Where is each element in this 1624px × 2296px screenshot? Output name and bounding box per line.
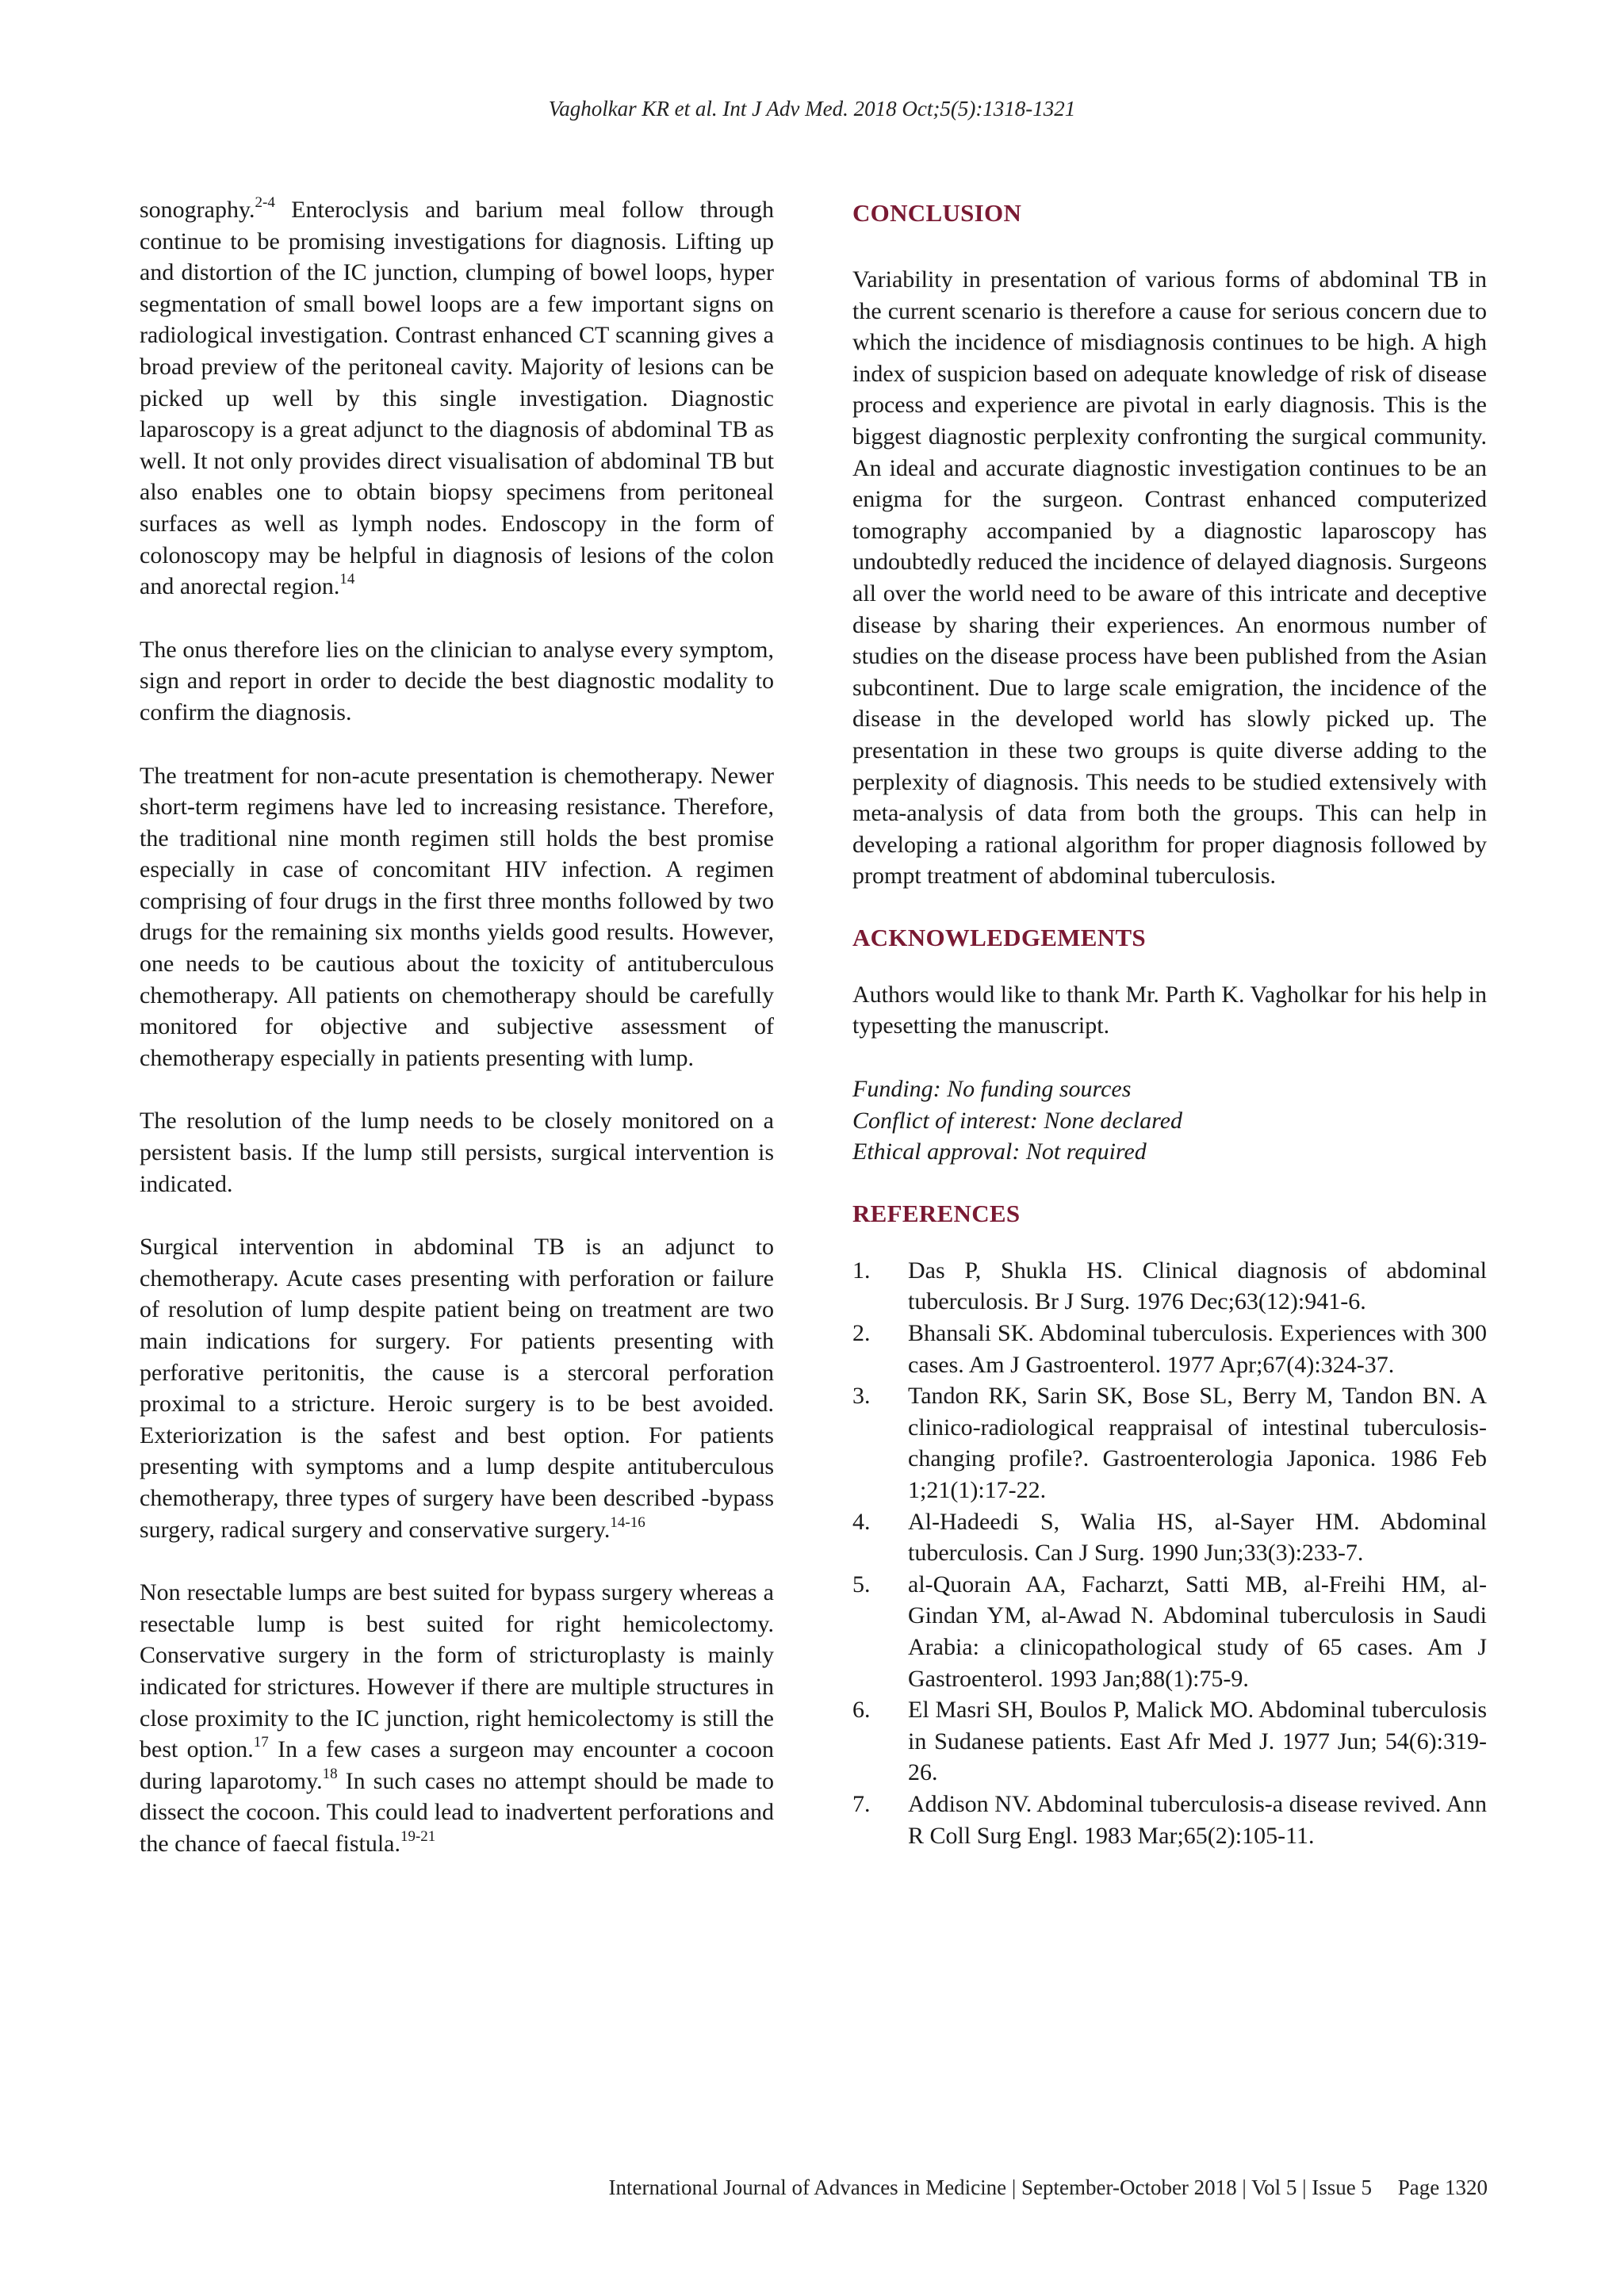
conflict-statement: Conflict of interest: None declared: [852, 1107, 1183, 1134]
reference-text: Addison NV. Abdominal tuberculosis-a disease revived. Ann R Coll Surg Engl. 1983 Mar;65(2):105-11.: [908, 1790, 1487, 1849]
citation-superscript: 18: [322, 1765, 338, 1782]
left-column: [140, 194, 774, 1892]
acknowledgements-text: Authors would like to thank Mr. Parth K. Vagholkar for his help in typesetting the manuscript.: [852, 981, 1487, 1039]
reference-number: 6.: [852, 1697, 871, 1724]
declarations-block: [852, 1073, 1487, 1168]
reference-item: [852, 1318, 1487, 1380]
reference-number: 4.: [852, 1508, 871, 1535]
citation-superscript: 14: [339, 571, 355, 588]
funding-statement: Funding: No funding sources: [852, 1076, 1132, 1103]
header-citation: Vagholkar KR et al. Int J Adv Med. 2018 Oct;5(5):1318-1321: [548, 97, 1076, 121]
reference-number: 2.: [852, 1320, 871, 1347]
right-column: [852, 194, 1487, 1851]
running-header: [0, 97, 1624, 121]
reference-text: Bhansali SK. Abdominal tuberculosis. Experiences with 300 cases. Am J Gastroenterol. 1977 Apr;67(4):324-37.: [908, 1320, 1487, 1378]
body-paragraph: The resolution of the lump needs to be closely monitored on a persistent basis. If the lump still persists, surgical intervention is indicated.: [140, 1108, 774, 1197]
reference-number: 1.: [852, 1257, 871, 1284]
body-paragraph: Surgical intervention in abdominal TB is an adjunct to chemotherapy. Acute cases presenting with perforation or failure of resolution of lump despite patient being on treatment are two main indications for surgery. For patients presenting with perforative peritonitis, the cause is a stercoral perforation proximal to a stricture. Heroic surgery is to be best avoided. Exteriorization is the safest and best option. For patients presenting with symptoms and a lump despite antituberculous chemotherapy, three types of surgery have been described -bypass surgery, radical surgery and conservative surgery.$^{14-16}$: [140, 1234, 774, 1543]
citation-superscript: 14-16: [610, 1513, 645, 1531]
ethics-statement: Ethical approval: Not required: [852, 1138, 1147, 1165]
reference-item: [852, 1789, 1487, 1851]
acknowledgements-heading: ACKNOWLEDGEMENTS: [852, 923, 1146, 951]
reference-number: 5.: [852, 1571, 871, 1598]
footer-page-number: Page 1320: [1397, 2175, 1488, 2199]
footer-journal-info: International Journal of Advances in Medicine | September-October 2018 | Vol 5 | Issue 5: [608, 2175, 1373, 2199]
body-paragraph: The onus therefore lies on the clinician to analyse every symptom, sign and report in order to decide the best diagnostic modality to confirm the diagnosis.: [140, 636, 774, 725]
conclusion-heading: CONCLUSION: [852, 199, 1022, 227]
body-paragraph: The treatment for non-acute presentation is chemotherapy. Newer short-term regimens have led to increasing resistance. Therefore, the traditional nine month regimen still holds the best promise especially in case of concomitant HIV infection. A regimen comprising of four drugs in the first three months followed by two drugs for the remaining six months yields good results. However, one needs to be cautious about the toxicity of antituberculous chemotherapy. All patients on chemotherapy should be carefully monitored for objective and subjective assessment of chemotherapy especially in patients presenting with lump.: [140, 762, 774, 1071]
reference-text: Das P, Shukla HS. Clinical diagnosis of abdominal tuberculosis. Br J Surg. 1976 Dec;63(12):941-6.: [908, 1257, 1487, 1315]
body-paragraph: Non resectable lumps are best suited for bypass surgery whereas a resectable lump is best suited for right hemicolectomy. Conservative surgery in the form of stricturoplasty is mainly indicated for strictures. However if there are multiple structures in close proximity to the IC junction, right hemicolectomy is still the best option.$^{17}$ In a few cases a surgeon may encounter a cocoon during laparotomy.$^{18}$ In such cases no attempt should be made to dissect the cocoon. This could lead to inadvertent perforations and the chance of faecal fistula.$^{19-21}$: [140, 1579, 774, 1857]
reference-number: 7.: [852, 1790, 871, 1817]
reference-item: [852, 1255, 1487, 1318]
reference-text: Tandon RK, Sarin SK, Bose SL, Berry M, Tandon BN. A clinico-radiological reappraisal of intestinal tuberculosis-changing profile?. Gastroenterologia Japonica. 1986 Feb 1;21(1):17-22.: [908, 1383, 1487, 1503]
reference-list: [852, 1255, 1487, 1851]
reference-item: [852, 1380, 1487, 1506]
reference-text: El Masri SH, Boulos P, Malick MO. Abdominal tuberculosis in Sudanese patients. East Afr Med J. 1977 Jun; 54(6):319-26.: [908, 1697, 1487, 1786]
reference-item: [852, 1506, 1487, 1569]
citation-superscript: 2-4: [255, 194, 275, 211]
reference-item: [852, 1569, 1487, 1694]
reference-text: al-Quorain AA, Facharzt, Satti MB, al-Freihi HM, al-Gindan YM, al-Awad N. Abdominal tuberculosis in Saudi Arabia: a clinicopathological study of 65 cases. Am J Gastroenterol. 1993 Jan;88(1):75-9.: [908, 1571, 1487, 1692]
conclusion-text: Variability in presentation of various forms of abdominal TB in the current scenario is therefore a cause for serious concern due to which the incidence of misdiagnosis continues to be high. A high index of suspicion based on adequate knowledge of risk of disease process and experience are pivotal in early diagnosis. This is the biggest diagnostic perplexity confronting the surgical community. An ideal and accurate diagnostic investigation continues to be an enigma for the surgeon. Contrast enhanced computerized tomography accompanied by a diagnostic laparoscopy has undoubtedly reduced the incidence of delayed diagnosis. Surgeons all over the world need to be aware of this intricate and deceptive disease by sharing their experiences. An enormous number of studies on the disease process have been published from the Asian subcontinent. Due to large scale emigration, the incidence of the disease in the developed world has slowly picked up. The presentation in these two groups is quite diverse adding to the perplexity of diagnosis. This needs to be studied extensively with meta-analysis of data from both the groups. This can help in developing a rational algorithm for proper diagnosis followed by prompt treatment of abdominal tuberculosis.: [852, 266, 1487, 890]
references-heading: REFERENCES: [852, 1199, 1021, 1227]
citation-superscript: 19-21: [400, 1827, 436, 1845]
citation-superscript: 17: [253, 1734, 269, 1751]
running-footer: [609, 2175, 1488, 2200]
reference-number: 3.: [852, 1383, 871, 1410]
reference-item: [852, 1694, 1487, 1789]
reference-text: Al-Hadeedi S, Walia HS, al-Sayer HM. Abdominal tuberculosis. Can J Surg. 1990 Jun;33(3):233-7.: [908, 1508, 1487, 1567]
body-paragraph: sonography.$^{2-4}$ Enteroclysis and barium meal follow through continue to be promising investigations for diagnosis. Lifting up and distortion of the IC junction, clumping of bowel loops, hyper segmentation of small bowel loops are a few important signs on radiological investigation. Contrast enhanced CT scanning gives a broad preview of the peritoneal cavity. Majority of lesions can be picked up well by this single investigation. Diagnostic laparoscopy is a great adjunct to the diagnosis of abdominal TB as well. It not only provides direct visualisation of abdominal TB but also enables one to obtain biopsy specimens from peritoneal surfaces as well as lymph nodes. Endoscopy in the form of colonoscopy may be helpful in diagnosis of lesions of the colon and anorectal region.$^{14}$: [140, 194, 774, 600]
